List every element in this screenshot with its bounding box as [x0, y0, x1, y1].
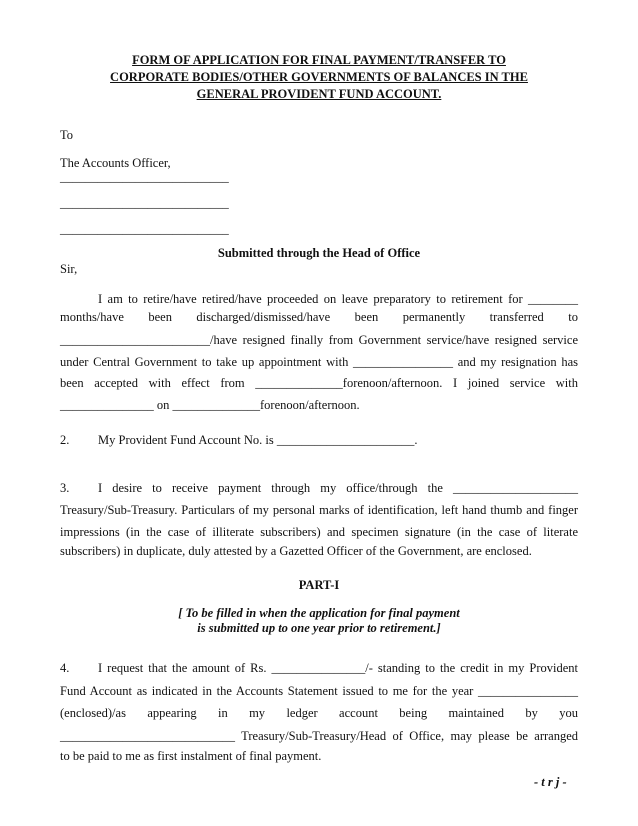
addressee-to: To [60, 128, 74, 142]
part-note-line-1: [ To be filled in when the application for final payment [178, 606, 460, 620]
addressee-officer: The Accounts Officer, [60, 156, 171, 170]
para4-line-3: (enclosed)/as appearing in my ledger account being maintained by you [60, 706, 578, 720]
para4-line-4: ____________________________ Treasury/Sub-Treasury/Head of Office, may please be arranged [60, 729, 578, 743]
para1-line-6: _______________ on ______________forenoon/afternoon. [60, 398, 360, 412]
page-footer-continued: - t r j - [534, 775, 567, 789]
para3-line-2: Treasury/Sub-Treasury. Particulars of my personal marks of identification, left hand thumb and finger [60, 503, 578, 517]
submitted-through: Submitted through the Head of Office [217, 246, 421, 260]
salutation: Sir, [60, 262, 78, 276]
para3-line-4: subscribers) in duplicate, duly attested by a Gazetted Officer of the Government, are enclosed. [60, 544, 532, 558]
address-blank-line-2: ___________________________ [60, 196, 229, 210]
para1-line-3: ________________________/have resigned finally from Government service/have resigned service [60, 333, 578, 347]
form-title-line-1: FORM OF APPLICATION FOR FINAL PAYMENT/TRANSFER TO [132, 53, 506, 67]
para3-line-1: I desire to receive payment through my office/through the ____________________ [98, 481, 578, 495]
para1-line-2: months/have been discharged/dismissed/have been permanently transferred to [60, 310, 578, 324]
para1-line-1: I am to retire/have retired/have proceeded on leave preparatory to retirement for ________ [98, 292, 578, 306]
part-note-line-2: is submitted up to one year prior to retirement.] [197, 621, 441, 635]
address-blank-line-1: ___________________________ [60, 170, 229, 184]
para1-line-5: been accepted with effect from ______________forenoon/afternoon. I joined service with [60, 376, 578, 390]
para2-text: My Provident Fund Account No. is ______________________. [98, 433, 418, 447]
para1-line-4: under Central Government to take up appointment with ________________ and my resignation has [60, 355, 578, 369]
para4-line-2: Fund Account as indicated in the Accounts Statement issued to me for the year ________________ [60, 684, 578, 698]
form-title-line-2: CORPORATE BODIES/OTHER GOVERNMENTS OF BALANCES IN THE [110, 70, 528, 84]
para3-line-3: impressions (in the case of illiterate subscribers) and specimen signature (in the case of literate [60, 525, 578, 539]
para3-number: 3. [60, 481, 70, 495]
para4-number: 4. [60, 661, 70, 675]
address-blank-line-3: ___________________________ [60, 222, 229, 236]
para4-line-1: I request that the amount of Rs. _______________/- standing to the credit in my Provident [98, 661, 578, 675]
part-heading: PART-I [298, 578, 340, 592]
para2-number: 2. [60, 433, 70, 447]
form-title-line-3: GENERAL PROVIDENT FUND ACCOUNT. [196, 87, 442, 101]
para4-line-5: to be paid to me as first instalment of final payment. [60, 749, 322, 763]
